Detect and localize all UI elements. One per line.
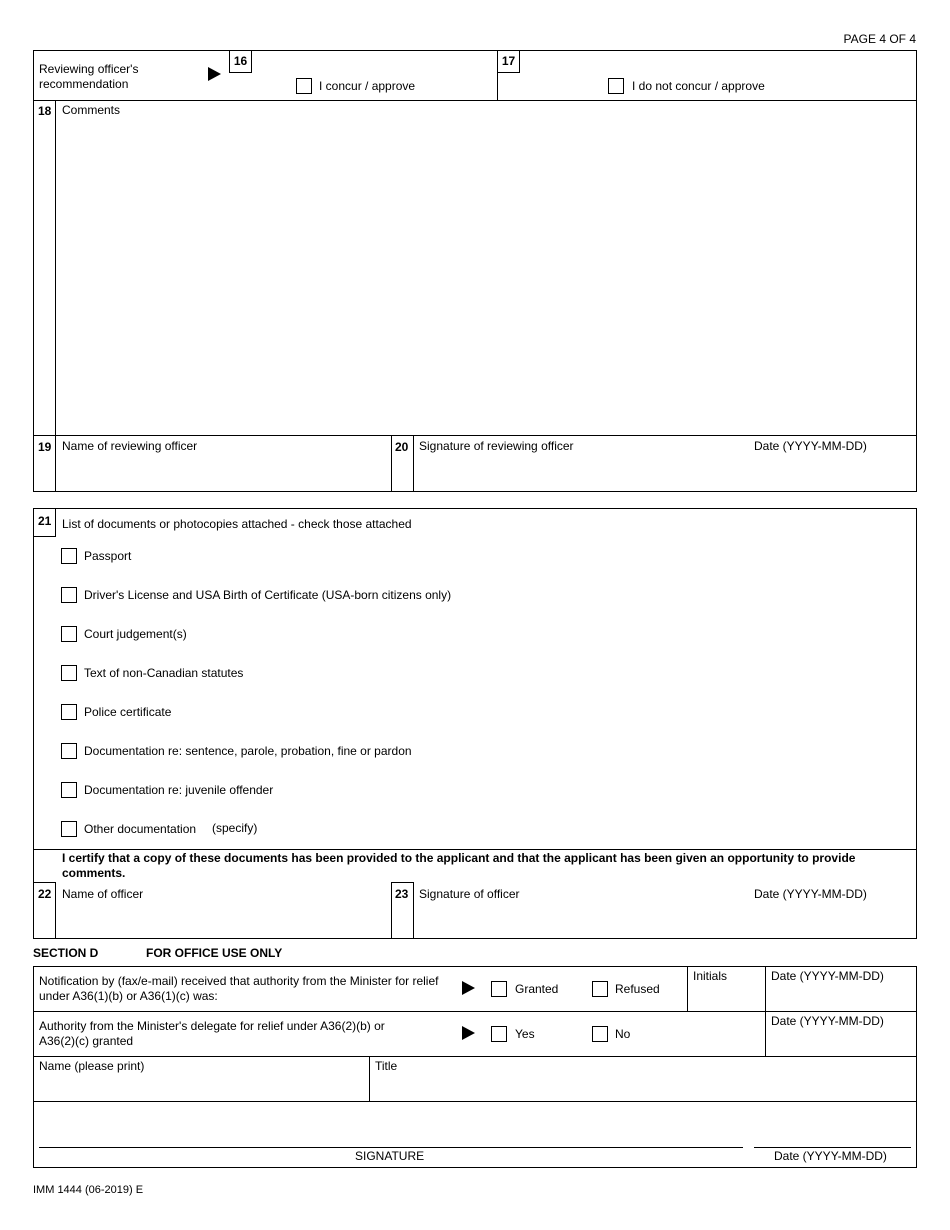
yes-label: Yes <box>515 1027 535 1041</box>
signature-field[interactable] <box>39 1106 742 1146</box>
initials-input[interactable] <box>688 985 764 1009</box>
field-number-22: 22 <box>38 887 52 901</box>
section-d-label: SECTION D <box>33 946 99 960</box>
document-item-label: Text of non-Canadian statutes <box>84 666 244 680</box>
no-checkbox[interactable] <box>592 1026 608 1042</box>
document-item-label: Driver's License and USA Birth of Certificate (USA-born citizens only) <box>84 588 452 602</box>
notification-date-label: Date (YYYY-MM-DD) <box>771 969 884 983</box>
name-print-label: Name (please print) <box>39 1059 145 1073</box>
officer-signature-field[interactable] <box>414 904 916 937</box>
reviewing-officer-recommendation-label: Reviewing officer's recommendation <box>39 62 139 91</box>
field-number-19: 19 <box>38 440 52 454</box>
reviewing-officer-name-input[interactable] <box>56 456 390 490</box>
certification-statement: I certify that a copy of these documents has been provided to the applicant and that the applicant has been given an opportunity to provide comments. <box>62 851 856 880</box>
initials-label: Initials <box>693 969 728 983</box>
field-number-20: 20 <box>395 440 409 454</box>
documents-heading: List of documents or photocopies attached - check those attached <box>62 517 412 531</box>
comments-label: Comments <box>62 103 121 117</box>
reviewing-officer-signature-label: Signature of reviewing officer <box>419 439 574 453</box>
document-item-label: Police certificate <box>84 705 172 719</box>
reviewing-officer-name-label: Name of reviewing officer <box>62 439 198 453</box>
signature-date-label: Date (YYYY-MM-DD) <box>774 1149 887 1163</box>
juvenile-documentation-checkbox[interactable] <box>61 782 77 798</box>
arrow-right-icon <box>208 67 221 81</box>
court-judgements-checkbox[interactable] <box>61 626 77 642</box>
document-item-label: Other documentation <box>84 822 197 836</box>
refused-label: Refused <box>615 982 660 996</box>
officer-date-label: Date (YYYY-MM-DD) <box>754 887 867 901</box>
arrow-right-icon <box>462 1026 475 1040</box>
other-documentation-specify-input[interactable] <box>264 816 904 842</box>
title-input[interactable] <box>370 1075 916 1099</box>
concur-label: I concur / approve <box>319 79 416 93</box>
signature-label: SIGNATURE <box>355 1149 425 1163</box>
section-d-title: FOR OFFICE USE ONLY <box>146 946 283 960</box>
field-number-23: 23 <box>395 887 409 901</box>
not-concur-checkbox[interactable] <box>608 78 624 94</box>
field-number-21: 21 <box>38 514 52 528</box>
drivers-license-checkbox[interactable] <box>61 587 77 603</box>
reviewing-officer-signature-field[interactable] <box>414 456 916 490</box>
granted-label: Granted <box>515 982 559 996</box>
field-number-17: 17 <box>497 50 520 73</box>
passport-checkbox[interactable] <box>61 548 77 564</box>
officer-signature-label: Signature of officer <box>419 887 520 901</box>
yes-checkbox[interactable] <box>491 1026 507 1042</box>
comments-textarea[interactable] <box>56 120 916 434</box>
field-number-16: 16 <box>229 50 252 73</box>
notification-date-input[interactable] <box>766 985 916 1009</box>
signature-line <box>39 1147 743 1148</box>
sentence-documentation-checkbox[interactable] <box>61 743 77 759</box>
name-print-input[interactable] <box>34 1075 368 1099</box>
authority-text: Authority from the Minister's delegate for relief under A36(2)(b) or A36(2)(c) granted <box>39 1019 385 1048</box>
not-concur-label: I do not concur / approve <box>632 79 765 93</box>
document-item-label: Documentation re: juvenile offender <box>84 783 274 797</box>
concur-checkbox[interactable] <box>296 78 312 94</box>
police-certificate-checkbox[interactable] <box>61 704 77 720</box>
notification-text: Notification by (fax/e-mail) received that authority from the Minister for relief under A36(1)(b) or A36(1)(c) was: <box>39 974 439 1003</box>
arrow-right-icon <box>462 981 475 995</box>
page-number: PAGE 4 OF 4 <box>843 32 916 46</box>
officer-name-label: Name of officer <box>62 887 144 901</box>
document-item-label: Passport <box>84 549 132 563</box>
authority-date-input[interactable] <box>766 1030 916 1054</box>
officer-name-input[interactable] <box>56 904 390 937</box>
title-label: Title <box>375 1059 398 1073</box>
signature-date-line <box>754 1147 911 1148</box>
reviewing-officer-date-label: Date (YYYY-MM-DD) <box>754 439 867 453</box>
document-item-label: Court judgement(s) <box>84 627 187 641</box>
statutes-checkbox[interactable] <box>61 665 77 681</box>
specify-label: (specify) <box>212 821 258 835</box>
authority-date-label: Date (YYYY-MM-DD) <box>771 1014 884 1028</box>
no-label: No <box>615 1027 631 1041</box>
signature-date-input[interactable] <box>754 1112 911 1146</box>
granted-checkbox[interactable] <box>491 981 507 997</box>
form-id: IMM 1444 (06-2019) E <box>33 1184 144 1196</box>
field-number-18: 18 <box>38 104 52 118</box>
refused-checkbox[interactable] <box>592 981 608 997</box>
document-item-label: Documentation re: sentence, parole, probation, fine or pardon <box>84 744 412 758</box>
other-documentation-checkbox[interactable] <box>61 821 77 837</box>
